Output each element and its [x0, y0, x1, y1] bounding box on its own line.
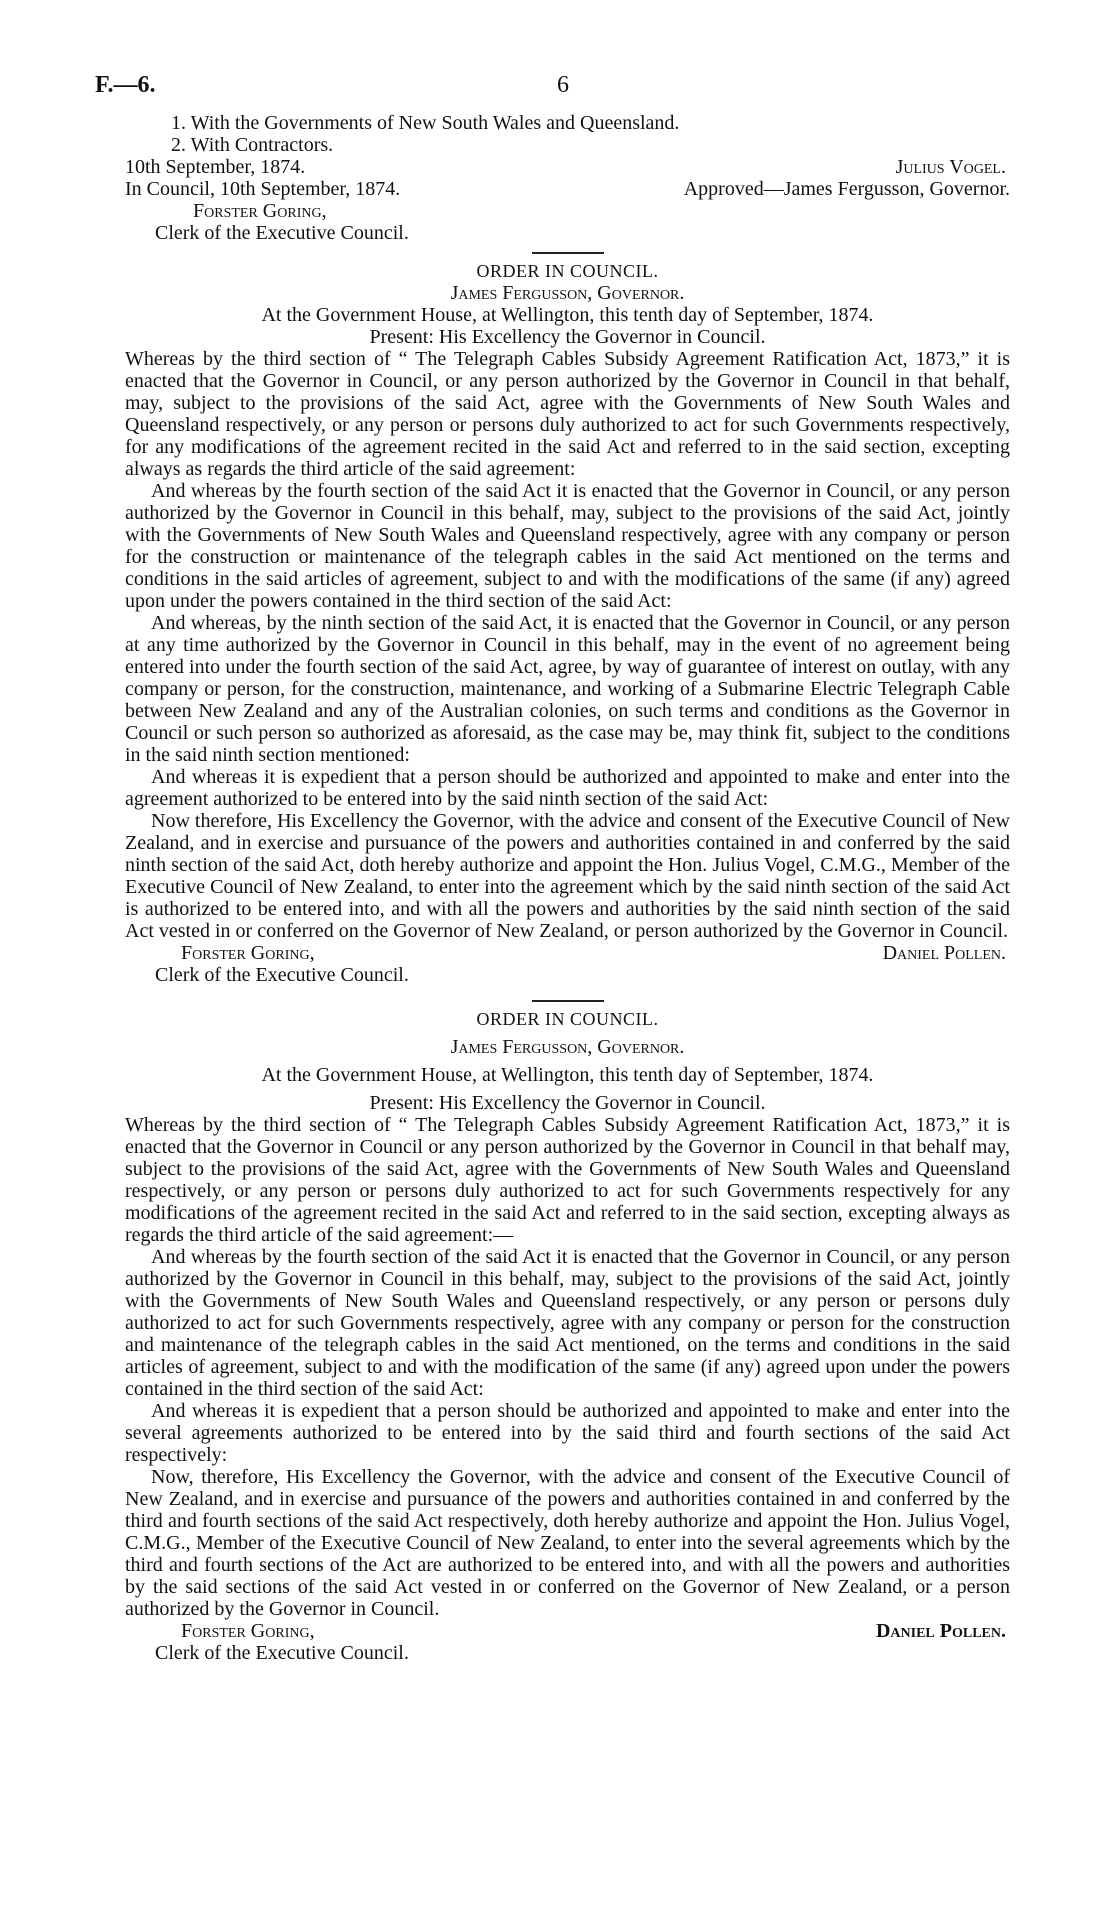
approval-text: Approved—James Fergusson, Governor.	[683, 178, 1010, 200]
order-paragraph: Whereas by the third section of “ The Telegraph Cables Subsidy Agreement Ratification Act, 1873,” it is enacted that the Governor in Council, or any person authorized by the Governor in Council in that behalf, may, subject to the provisions of the said Act, agree with the Governments of New South Wales and Queensland respectively, or any person or persons duly authorized to act for such Governments respectively, for any modifications of the agreement recited in the said Act and referred to in the said section, excepting always as regards the third article of the said agreement:	[125, 348, 1010, 480]
order-governor: James Fergusson, Governor.	[450, 1036, 685, 1058]
clerk-title: Clerk of the Executive Council.	[155, 964, 409, 986]
order-title: ORDER IN COUNCIL.	[476, 261, 659, 281]
order-present: Present: His Excellency the Governor in Council.	[369, 1092, 766, 1114]
order-place: At the Government House, at Wellington, this tenth day of September, 1874.	[261, 304, 874, 326]
council-date: In Council, 10th September, 1874.	[125, 178, 401, 200]
section-divider	[532, 252, 604, 254]
order-paragraph: And whereas, by the ninth section of the said Act, it is enacted that the Governor in Council, or any person at any time authorized by the Governor in Council in this behalf, may in the event of no agreement being entered into under the fourth section of the said Act, agree, by way of guarantee of interest on outlay, with any company or person, for the construction, maintenance, and working of a Submarine Electric Telegraph Cable between New Zealand and any of the Australian colonies, on such terms and conditions as the Governor in Council or such person so authorized as aforesaid, as the case may be, may think fit, subject to the conditions in the said ninth section mentioned:	[125, 612, 1010, 766]
order-paragraph: And whereas it is expedient that a person should be authorized and appointed to make and enter into the agreement authorized to be entered into by the said ninth section of the said Act:	[125, 766, 1010, 810]
clerk-name: Forster Goring,	[181, 1620, 315, 1642]
clerk-name: Forster Goring,	[193, 200, 327, 222]
document-page	[95, 72, 1010, 1664]
order-in-council-2	[125, 1008, 1010, 1664]
order-paragraph: Whereas by the third section of “ The Telegraph Cables Subsidy Agreement Ratification Act, 1873,” it is enacted that the Governor in Council or any person authorized by the Governor in Council in that behalf may, subject to the provisions of the said Act, agree with the Governments of New South Wales and Queensland respectively, or any person or persons duly authorized to act for such Governments respectively for any modifications of the agreement recited in the said Act and referred to in the said section, excepting always as regards the third article of the said agreement:—	[125, 1114, 1010, 1246]
list-item: 2. With Contractors.	[171, 134, 334, 156]
order-paragraph: And whereas by the fourth section of the said Act it is enacted that the Governor in Council, or any person authorized by the Governor in Council in this behalf, may, subject to the provisions of the said Act, jointly with the Governments of New South Wales and Queensland respectively, agree with any company or person for the construction or maintenance of the telegraph cables in the said Act mentioned on the terms and conditions in the said articles of agreement, subject to and with the modifications of the same (if any) agreed upon under the powers contained in the third section of the said Act:	[125, 480, 1010, 612]
order-paragraph: And whereas it is expedient that a person should be authorized and appointed to make and enter into the several agreements authorized to be entered into by the said third and fourth sections of the said Act respectively:	[125, 1400, 1010, 1466]
clerk-name: Forster Goring,	[181, 942, 315, 964]
council-approval-row	[125, 178, 1010, 200]
order-signer: Daniel Pollen.	[882, 942, 1006, 964]
order-governor: James Fergusson, Governor.	[450, 282, 685, 304]
clerk-title: Clerk of the Executive Council.	[155, 222, 409, 244]
date-signer-row	[125, 156, 1010, 178]
order-paragraph: Now, therefore, His Excellency the Governor, with the advice and consent of the Executive Council of New Zealand, and in exercise and pursuance of the powers and authorities contained in and conferred by the third and fourth sections of the said Act respectively, doth hereby authorize and appoint the Hon. Julius Vogel, C.M.G., Member of the Executive Council of New Zealand, to enter into the several agreements which by the third and fourth sections of the Act are authorized to be entered into, and with all the powers and authorities by the said sections of the said Act vested in or conferred on the Governor of New Zealand, or a person authorized by the Governor in Council.	[125, 1466, 1010, 1620]
order-paragraph: And whereas by the fourth section of the said Act it is enacted that the Governor in Council, or any person authorized by the Governor in Council in this behalf, may, subject to the provisions of the said Act, jointly with the Governments of New South Wales and Queensland respectively, or any person or persons duly authorized to act for such Governments respectively, agree with any company or person for the construction and maintenance of the telegraph cables in the said Act mentioned, on the terms and conditions in the said articles of agreement, subject to and with the modification of the same (if any) agreed upon under the powers contained in the third section of the said Act:	[125, 1246, 1010, 1400]
order-place: At the Government House, at Wellington, this tenth day of September, 1874.	[261, 1064, 874, 1086]
clerk-title: Clerk of the Executive Council.	[155, 1642, 409, 1664]
signature-row	[125, 1620, 1010, 1642]
intro-date: 10th September, 1874.	[125, 156, 306, 178]
intro-signer: Julius Vogel.	[895, 156, 1006, 178]
order-paragraph: Now therefore, His Excellency the Governor, with the advice and consent of the Executive Council of New Zealand, and in exercise and pursuance of the powers and authorities contained in and conferred by the said ninth section of the said Act, doth hereby authorize and appoint the Hon. Julius Vogel, C.M.G., Member of the Executive Council of New Zealand, to enter into the agreement which by the said ninth section of the said Act is authorized to be entered into, and with all the powers and authorities by the said ninth section of the said Act vested in or conferred on the Governor of New Zealand, or person authorized by the Governor in Council.	[125, 810, 1010, 942]
order-present: Present: His Excellency the Governor in Council.	[369, 326, 766, 348]
section-divider	[532, 1000, 604, 1002]
signature-row	[125, 942, 1010, 964]
order-title: ORDER IN COUNCIL.	[476, 1009, 659, 1029]
order-in-council-1	[125, 260, 1010, 986]
document-code: F.—6.	[95, 72, 156, 98]
page-header	[95, 72, 1010, 112]
order-signer: Daniel Pollen.	[875, 1620, 1006, 1642]
list-item: 1. With the Governments of New South Wales and Queensland.	[171, 112, 680, 134]
page-number: 6	[557, 72, 569, 98]
intro-block	[125, 112, 1010, 244]
